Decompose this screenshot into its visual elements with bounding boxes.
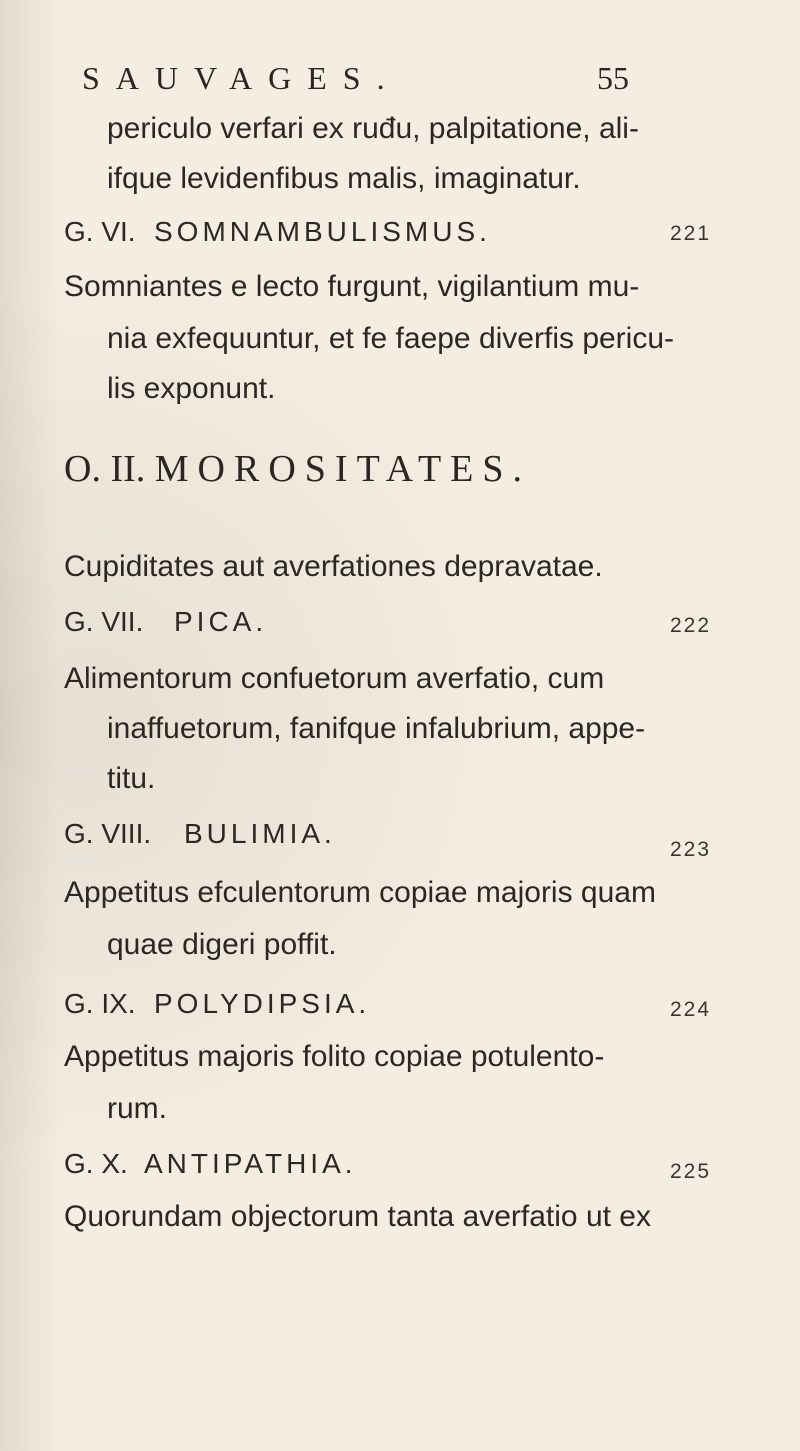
running-title: SAUVAGES. xyxy=(82,60,401,96)
page-number: 55 xyxy=(597,60,629,96)
genus-7-text-3: titu. xyxy=(107,762,156,795)
genus-7-text-1: Alimentorum confuetorum averfatio, cum xyxy=(64,662,605,695)
genus-7-title: PICA. xyxy=(174,606,268,637)
genus-7-text-2: inaffuetorum, fanifque infalubrium, appe- xyxy=(107,712,646,745)
genus-10-label: G. X. xyxy=(64,1148,128,1179)
genus-6-text-2: nia exfequuntur, et fe faepe diverfis pericu- xyxy=(107,322,675,355)
genus-10-title: ANTIPATHIA. xyxy=(144,1148,357,1179)
genus-9-heading xyxy=(64,988,370,1020)
intro-line-2: ifque levidenfibus malis, imaginatur. xyxy=(107,162,581,195)
genus-10-number: 225 xyxy=(670,1160,712,1183)
genus-6-label: G. VI. xyxy=(64,216,136,247)
genus-9-label: G. IX. xyxy=(64,988,136,1019)
intro-line-1: periculo verfari ex ruđu, palpitatione, ali- xyxy=(107,112,639,145)
genus-6-text-3: lis exponunt. xyxy=(107,372,276,405)
genus-7-label: G. VII. xyxy=(64,606,144,637)
genus-8-heading xyxy=(64,818,336,850)
genus-8-label: G. VIII. xyxy=(64,818,152,849)
genus-6-title: SOMNAMBULISMUS. xyxy=(154,216,491,247)
order-2-text: Cupiditates aut averfationes depravatae. xyxy=(64,550,603,583)
genus-6-text-1: Somniantes e lecto furgunt, vigilantium mu- xyxy=(64,270,640,303)
genus-10-heading xyxy=(64,1148,357,1180)
order-2-title: MOROSITATES. xyxy=(154,448,532,490)
genus-8-number: 223 xyxy=(670,838,712,861)
genus-8-text-1: Appetitus efculentorum copiae majoris quam xyxy=(64,876,656,909)
genus-8-text-2: quae digeri poffit. xyxy=(107,928,337,961)
genus-9-text-2: rum. xyxy=(107,1092,167,1125)
genus-10-text-1: Quorundam objectorum tanta averfatio ut ex xyxy=(64,1200,651,1233)
order-2-label: O. II. xyxy=(64,448,146,490)
genus-8-title: BULIMIA. xyxy=(184,818,336,849)
genus-9-title: POLYDIPSIA. xyxy=(154,988,371,1019)
genus-7-heading xyxy=(64,606,267,638)
order-2-heading xyxy=(64,447,531,491)
genus-9-number: 224 xyxy=(670,998,712,1021)
genus-9-text-1: Appetitus majoris folito copiae potulento- xyxy=(64,1040,605,1073)
genus-7-number: 222 xyxy=(670,614,712,637)
genus-6-number: 221 xyxy=(670,222,712,245)
genus-6-heading xyxy=(64,216,491,248)
